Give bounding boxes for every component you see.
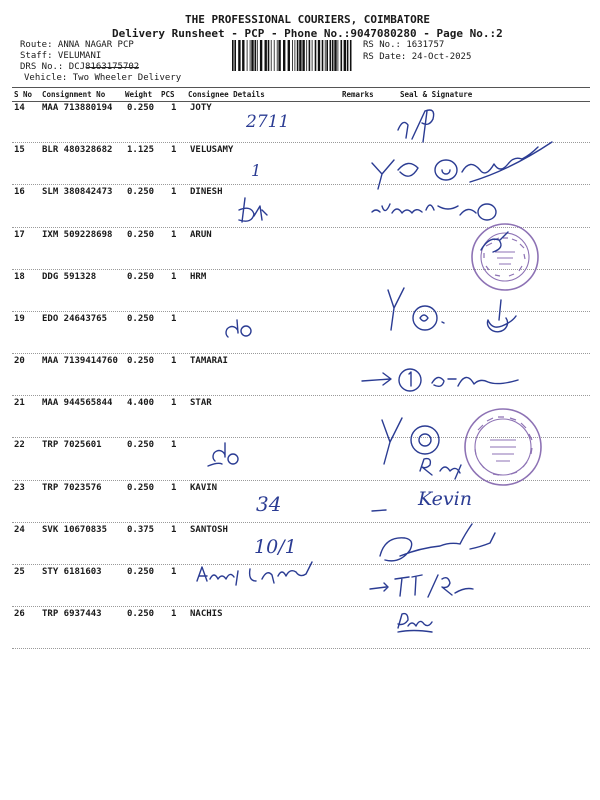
- barcode-bar: [274, 40, 275, 71]
- weight-cell: 0.250: [127, 103, 155, 113]
- consignee-cell: HRM: [190, 271, 207, 282]
- barcode-bar: [288, 40, 290, 71]
- sno-cell: 15: [14, 145, 25, 156]
- sno-cell: 25: [14, 566, 25, 577]
- weight-cell: 0.250: [127, 313, 155, 324]
- consignment-cell: MAA 944565844: [42, 398, 113, 409]
- pcs-cell: 1: [171, 271, 177, 282]
- consignment-cell: DDG 591328: [42, 271, 97, 282]
- company-title: THE PROFESSIONAL COURIERS, COIMBATORE: [185, 13, 431, 26]
- weight-cell: 0.250: [127, 440, 155, 451]
- table-header-top-rule: [12, 87, 590, 88]
- consignment-cell: SLM 380842473: [42, 187, 113, 198]
- pcs-cell: 1: [171, 313, 177, 324]
- consignment-cell: STY 6181603: [42, 566, 102, 577]
- barcode-bar: [265, 40, 267, 71]
- barcode-bar: [334, 40, 336, 71]
- pcs-cell: 1: [171, 187, 177, 198]
- pcs-cell: 1: [171, 145, 177, 156]
- row-separator: [12, 480, 590, 481]
- sno-cell: 22: [14, 440, 25, 451]
- col-header-weight: Weight: [125, 90, 153, 99]
- weight-cell: 0.250: [127, 187, 155, 198]
- col-header-sno: S No: [14, 90, 33, 99]
- weight-cell: 0.250: [127, 271, 155, 282]
- table-row: [0, 230, 600, 240]
- barcode-bar: [302, 40, 304, 71]
- consignment-cell: BLR 480328682: [42, 145, 113, 156]
- handwritten-note: 10/1: [254, 536, 297, 558]
- row-separator: [12, 648, 590, 649]
- row-separator: [12, 142, 590, 143]
- consignee-cell: SANTOSH: [190, 524, 228, 535]
- consignment-cell: TRP 7023576: [42, 482, 102, 493]
- barcode-bar: [325, 40, 326, 71]
- pcs-cell: 1: [171, 440, 177, 451]
- weight-cell: 0.250: [127, 482, 155, 493]
- barcode-bar: [242, 40, 244, 71]
- table-row: [0, 272, 600, 282]
- consignee-cell: KAVIN: [190, 482, 218, 493]
- table-row: [0, 609, 600, 619]
- table-row: [0, 440, 600, 450]
- barcode-bar: [344, 40, 346, 71]
- table-row: [0, 483, 600, 493]
- barcode-bar: [292, 40, 293, 71]
- handwritten-note: 34: [256, 492, 282, 516]
- consignment-cell: TRP 7025601: [42, 440, 102, 451]
- barcode-bar: [277, 40, 278, 71]
- col-header-consignee: Consignee Details: [188, 90, 265, 99]
- handwritten-note: 2711: [246, 112, 290, 132]
- staff-label: Staff: VELUMANI: [20, 51, 102, 61]
- route-label: Route: ANNA NAGAR PCP: [20, 40, 134, 50]
- col-header-pcs: PCS: [161, 90, 175, 99]
- barcode-bar: [306, 40, 307, 71]
- barcode-bar: [251, 40, 253, 71]
- rs-number: RS No.: 1631757: [363, 40, 445, 50]
- table-header-bottom-rule: [12, 101, 590, 102]
- drs-label: DRS No.:: [20, 62, 69, 72]
- table-row: [0, 398, 600, 408]
- row-separator: [12, 311, 590, 312]
- sno-cell: 19: [14, 313, 25, 324]
- pcs-cell: 1: [171, 356, 177, 367]
- consignee-cell: NACHIS: [190, 609, 223, 620]
- barcode-bar: [309, 40, 311, 71]
- handwritten-signature: Kevin: [418, 488, 472, 510]
- barcode-bar: [232, 40, 234, 71]
- consignment-cell: IXM 509228698: [42, 229, 113, 240]
- table-row: [0, 525, 600, 535]
- consignment-cell: MAA 713880194: [42, 103, 113, 113]
- barcode-bar: [326, 40, 328, 71]
- consignment-cell: TRP 6937443: [42, 609, 102, 620]
- barcode-bar: [350, 40, 352, 71]
- pcs-cell: 1: [171, 103, 177, 113]
- consignment-cell: SVK 10670835: [42, 524, 108, 535]
- consignee-cell: JOTY: [190, 103, 212, 113]
- barcode-bar: [260, 40, 262, 71]
- drs-value: DCJ8163175702: [68, 62, 140, 72]
- sno-cell: 23: [14, 482, 25, 493]
- table-row: [0, 103, 600, 113]
- barcode-bar: [318, 40, 320, 71]
- weight-cell: 0.250: [127, 566, 155, 577]
- barcode-bar: [268, 40, 270, 71]
- row-separator: [12, 227, 590, 228]
- consignee-cell: DINESH: [190, 187, 223, 198]
- col-header-signature: Seal & Signature: [400, 90, 473, 99]
- sno-cell: 21: [14, 398, 25, 409]
- barcode: [232, 40, 355, 71]
- barcode-bar: [338, 40, 339, 71]
- weight-cell: 4.400: [127, 398, 155, 409]
- signature-row-25: [370, 575, 473, 597]
- weight-cell: 0.250: [127, 609, 155, 620]
- sno-cell: 18: [14, 271, 25, 282]
- consignment-cell: EDO 24643765: [42, 313, 108, 324]
- barcode-bar: [299, 40, 301, 71]
- col-header-remarks: Remarks: [342, 90, 374, 99]
- weight-cell: 0.250: [127, 229, 155, 240]
- barcode-bar: [257, 40, 258, 71]
- table-row: [0, 567, 600, 577]
- sno-cell: 24: [14, 524, 25, 535]
- signature-row-20: [362, 369, 518, 391]
- weight-cell: 0.250: [127, 356, 155, 367]
- consignee-cell: VELUSAMY: [190, 145, 234, 156]
- row-separator: [12, 606, 590, 607]
- barcode-bar: [238, 40, 240, 71]
- vehicle-label: Vehicle: Two Wheeler Delivery: [24, 73, 182, 83]
- barcode-bar: [347, 40, 349, 71]
- col-header-consignment: Consignment No: [42, 90, 106, 99]
- pcs-cell: 1: [171, 566, 177, 577]
- rs-date: RS Date: 24-Oct-2025: [363, 52, 472, 62]
- signature-row-16: [239, 198, 496, 222]
- barcode-bar: [271, 40, 272, 71]
- sno-cell: 26: [14, 609, 25, 620]
- table-row: [0, 356, 600, 366]
- row-separator: [12, 522, 590, 523]
- barcode-bar: [297, 40, 299, 71]
- barcode-bar: [315, 40, 317, 71]
- barcode-bar: [250, 40, 251, 71]
- barcode-bar: [283, 40, 285, 71]
- consignee-cell: STAR: [190, 398, 212, 409]
- table-row: [0, 314, 600, 324]
- barcode-bar: [247, 40, 248, 71]
- barcode-bar: [295, 40, 296, 71]
- consignment-cell: MAA 7139414760: [42, 356, 118, 367]
- pcs-cell: 1: [171, 229, 177, 240]
- row-separator: [12, 564, 590, 565]
- barcode-bar: [341, 40, 343, 71]
- runsheet-subtitle: Delivery Runsheet - PCP - Phone No.:9047080280 - Page No.:2: [112, 27, 503, 40]
- row-separator: [12, 437, 590, 438]
- sno-cell: 20: [14, 356, 25, 367]
- drs-number: [20, 62, 139, 73]
- consignee-cell: TAMARAI: [190, 356, 228, 367]
- barcode-bar: [278, 40, 280, 71]
- row-separator: [12, 353, 590, 354]
- sno-cell: 16: [14, 187, 25, 198]
- handwritten-note: 1: [251, 161, 262, 180]
- table-row: [0, 145, 600, 155]
- signature-row-14: [398, 110, 434, 142]
- barcode-bar: [330, 40, 332, 71]
- row-separator: [12, 395, 590, 396]
- signature-row-23: [372, 510, 386, 511]
- table-row: [0, 187, 600, 197]
- barcode-bar: [332, 40, 334, 71]
- sno-cell: 17: [14, 229, 25, 240]
- pcs-cell: 1: [171, 609, 177, 620]
- weight-cell: 0.375: [127, 524, 155, 535]
- sno-cell: 14: [14, 103, 25, 113]
- pcs-cell: 1: [171, 482, 177, 493]
- weight-cell: 1.125: [127, 145, 155, 156]
- barcode-bar: [234, 40, 236, 71]
- pcs-cell: 1: [171, 524, 177, 535]
- row-separator: [12, 184, 590, 185]
- consignee-cell: ARUN: [190, 229, 212, 240]
- barcode-bar: [255, 40, 257, 71]
- pcs-cell: 1: [171, 398, 177, 409]
- row-separator: [12, 269, 590, 270]
- barcode-bar: [312, 40, 313, 71]
- barcode-bar: [322, 40, 324, 71]
